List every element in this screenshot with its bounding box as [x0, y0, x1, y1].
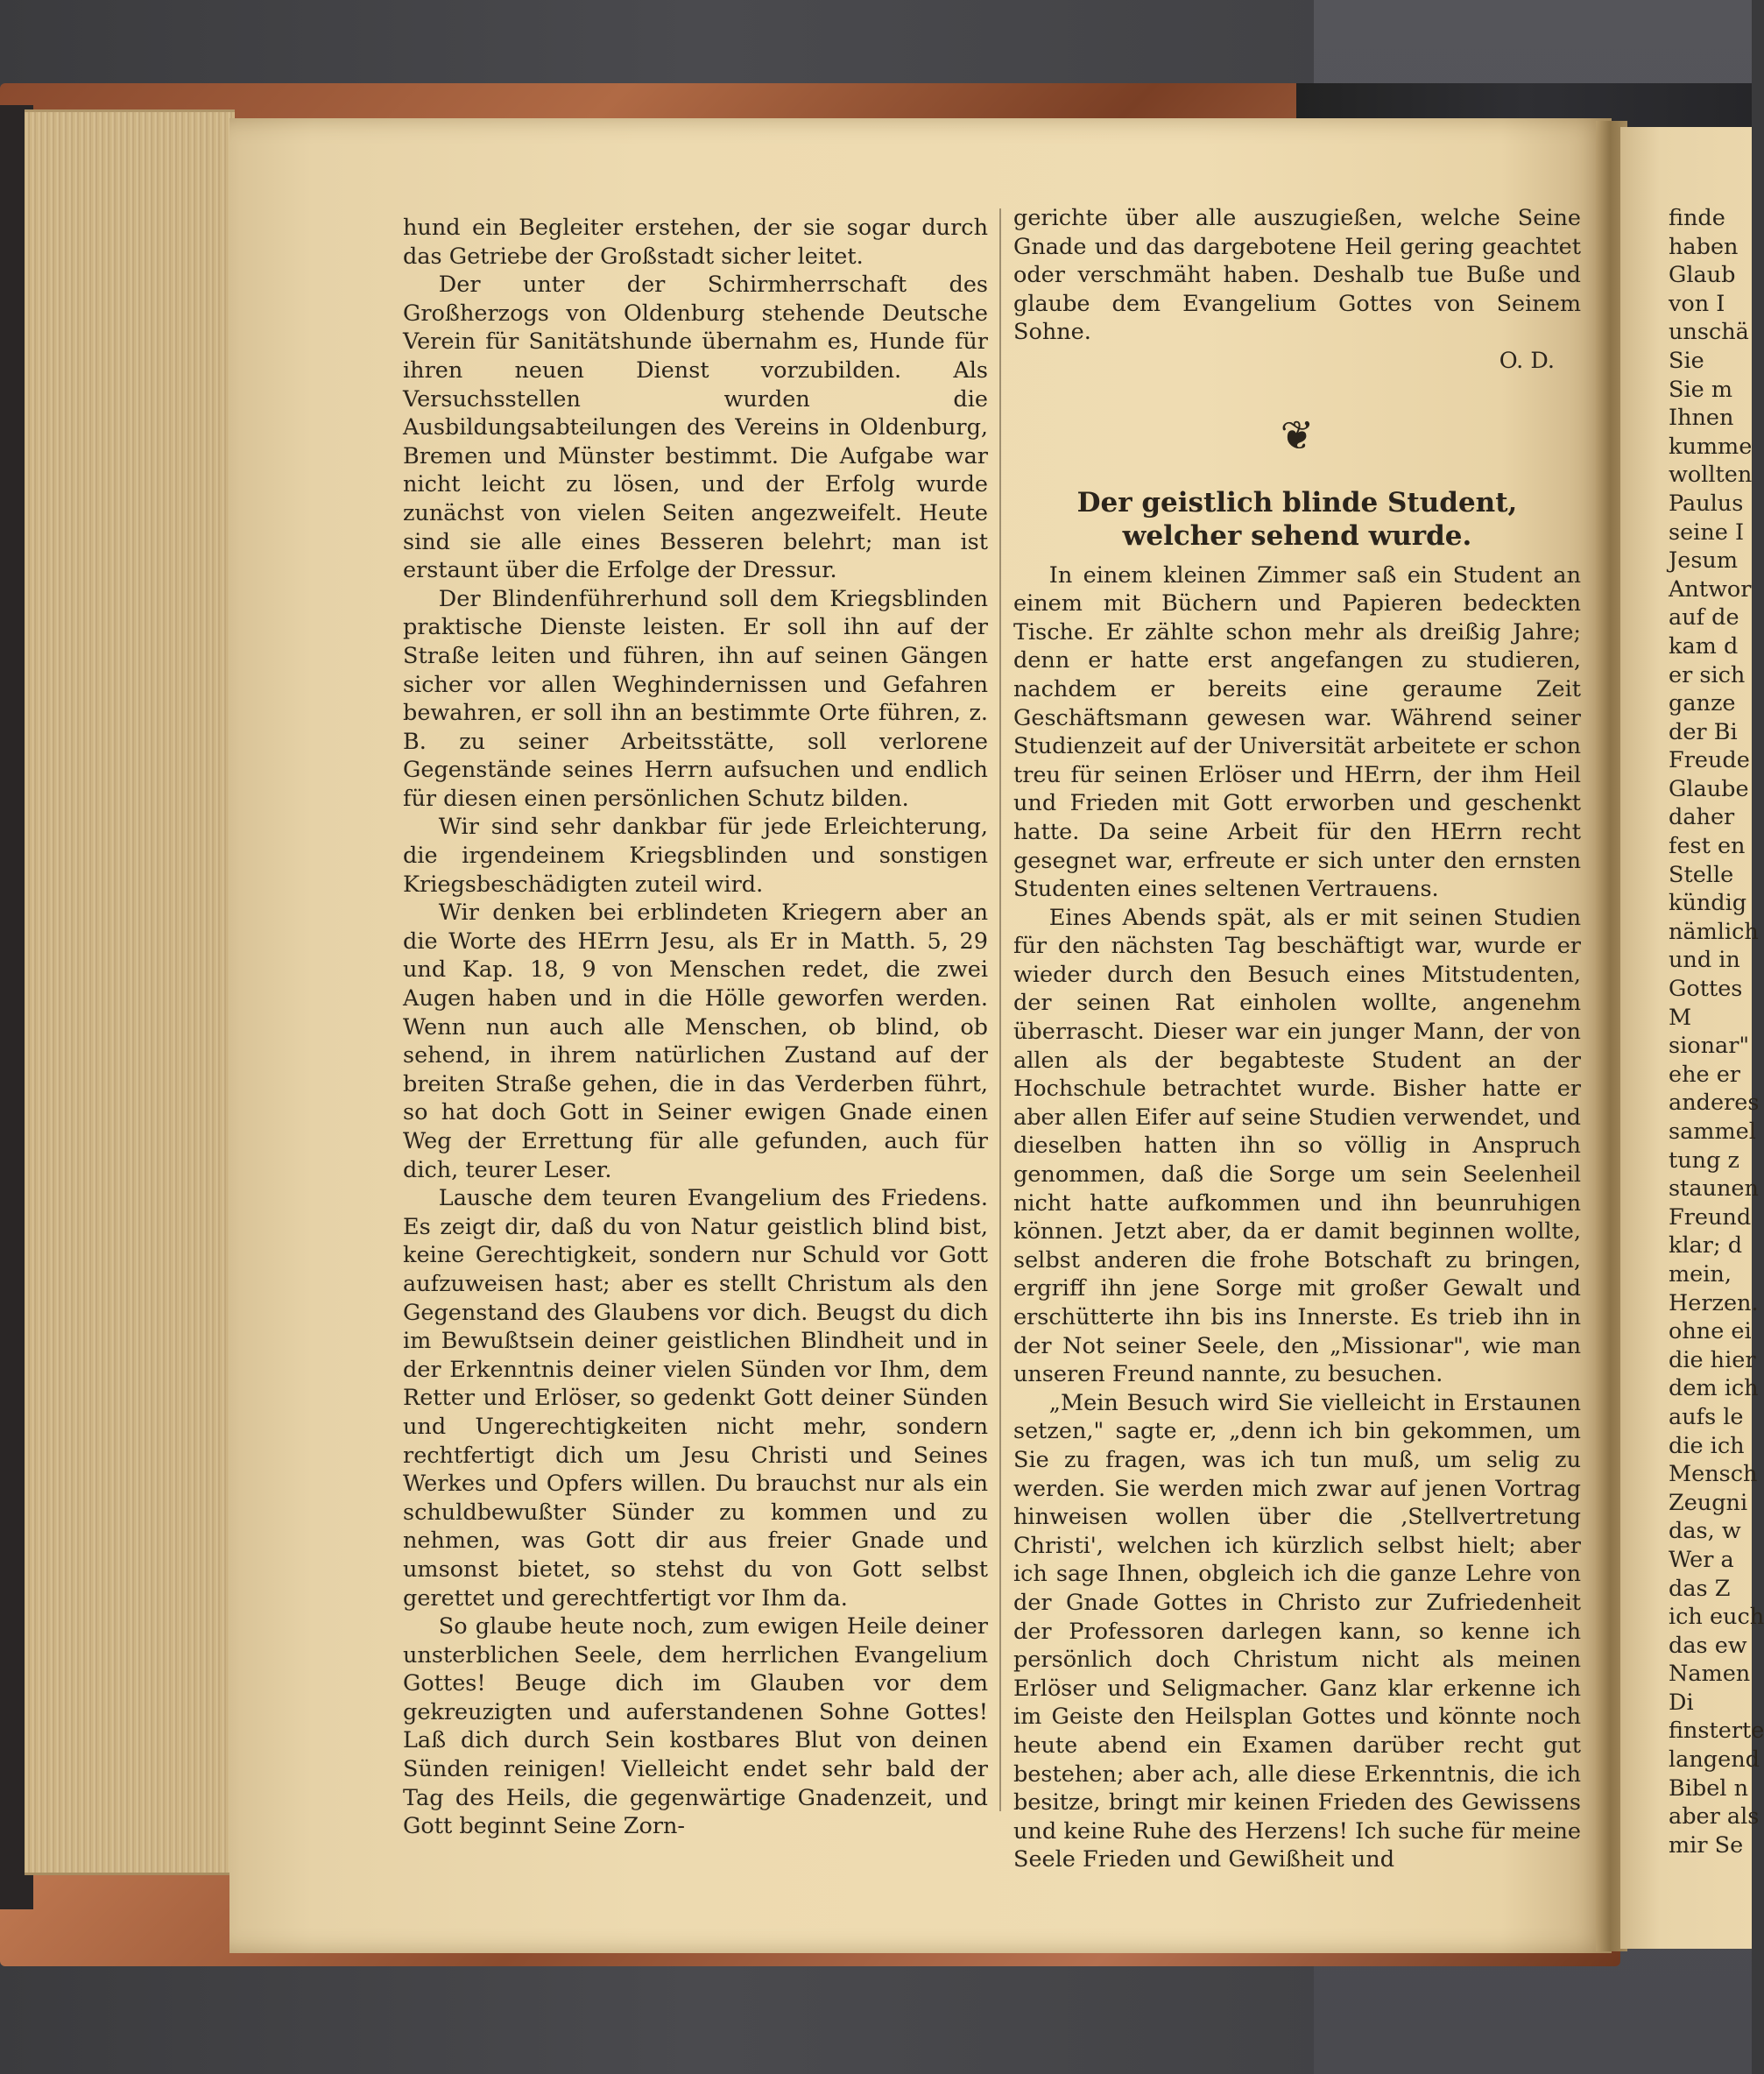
edge-line: ohne ei: [1669, 1318, 1752, 1345]
edge-line: Paulus: [1669, 490, 1744, 517]
text-column-left: [403, 214, 988, 1841]
edge-line: finsterte: [1669, 1718, 1764, 1745]
edge-line: wollten: [1669, 462, 1753, 489]
edge-line: kam d: [1669, 632, 1739, 660]
edge-line: die hier: [1669, 1346, 1756, 1373]
fleuron-ornament-icon: ❦: [1280, 411, 1315, 459]
edge-line: langend: [1669, 1746, 1760, 1774]
edge-line: Stelle: [1669, 861, 1734, 888]
edge-line: tung z: [1669, 1146, 1739, 1174]
text-column-right: [1013, 204, 1581, 1874]
edge-line: das ew: [1669, 1632, 1747, 1659]
edge-line: ich euch: [1669, 1604, 1764, 1631]
article-title: Der geistlich blinde Student, welcher sehend wurde.: [1076, 486, 1518, 552]
edge-line: fest en: [1669, 833, 1746, 860]
edge-line: der Bi: [1669, 718, 1738, 745]
edge-line: auf de: [1669, 604, 1739, 631]
paragraph: So glaube heute noch, zum ewigen Heile deiner unsterblichen Seele, dem herrlichen Evangelium Gottes! Beuge dich im Glauben vor dem gekreuzigten und auferstandenen Sohne Gottes! Laß dich durch Sein kostbares Blut von deinen Sünden reinigen! Vielleicht endet sehr bald der Tag des Heils, die gegenwärtige Gnadenzeit, und Gott beginnt Seine Zorn-: [403, 1613, 988, 1840]
edge-line: Wer a: [1669, 1546, 1734, 1573]
paragraph: gerichte über alle auszugießen, welche Seine Gnade und das dargebotene Heil gering geachtet oder verschmäht haben. Deshalb tue Buße und glaube dem Evangelium Gottes von Seinem Sohne.: [1013, 205, 1581, 346]
page-stack-edge: [25, 109, 235, 1875]
edge-line: von I: [1669, 290, 1725, 317]
column-divider: [999, 208, 1001, 1811]
edge-line: aufs le: [1669, 1403, 1744, 1430]
paragraph: Der Blindenführerhund soll dem Kriegsblinden praktische Dienste leisten. Er soll ihn auf der Straße leiten und führen, ihn auf seinen Gängen sicher vor allen Weghindernissen und Gefahren bewahren, er soll ihn an bestimmte Orte führen, z. B. zu seiner Arbeitsstätte, soll verlorene Gegenstände seines Herrn aufsuchen und endlich für diesen einen persönlichen Schutz bilden.: [403, 585, 988, 812]
edge-line: Bibel n: [1669, 1774, 1748, 1802]
edge-line: sionar": [1669, 1033, 1750, 1060]
paragraph: Wir sind sehr dankbar für jede Erleichterung, die irgendeinem Kriegsblinden und sonstigen Kriegsbeschädigten zuteil wird.: [403, 814, 988, 898]
edge-line: Herzen.: [1669, 1289, 1759, 1316]
paragraph: In einem kleinen Zimmer saß ein Student an einem mit Büchern und Papieren bedeckten Tische. Er zählte schon mehr als dreißig Jahre; denn er hatte erst angefangen zu studieren, nachdem er bereits eine geraume Zeit Geschäftsmann gewesen war. Während seiner Studienzeit auf der Universität arbeitete er schon treu für seinen Erlöser und HErrn, der ihm Heil und Frieden mit Gott erworben und geschenkt hatte. Da seine Arbeit für den HErrn recht gesegnet war, erfreute er sich unter den ernsten Studenten eines seltenen Vertrauens.: [1013, 561, 1581, 903]
edge-line: haben: [1669, 233, 1739, 260]
paragraph: „Mein Besuch wird Sie vielleicht in Erstaunen setzen," sagte er, „denn ich bin gekommen, um Sie zu fragen, was ich tun muß, um selig zu werden. Sie werden mich zwar auf jenen Vortrag hinweisen wollen über die ‚Stellvertretung Christi', welchen ich kürzlich selbst hielt; aber ich sage Ihnen, obgleich ich die ganze Lehre von der Gnade Gottes in Christo zur Zufriedenheit der Professoren darlegen kann, so kenne ich persönlich doch Christum nicht als meinen Erlöser und Seligmacher. Ganz klar erkenne ich im Geiste den Heilsplan Gottes und könnte noch heute abend ein Examen darüber recht gut bestehen; aber ach, alle diese Erkenntnis, die ich besitze, bringt mir keinen Frieden des Gewissens und keine Ruhe des Herzens! Ich suche für meine Seele Frieden und Gewißheit und: [1013, 1389, 1581, 1873]
edge-line: und in: [1669, 947, 1740, 974]
edge-line: Jesum: [1669, 547, 1739, 575]
edge-line: Mensch: [1669, 1461, 1758, 1488]
edge-line: aber als: [1669, 1803, 1760, 1831]
edge-line: ganze: [1669, 690, 1736, 717]
edge-line: finde: [1669, 205, 1725, 231]
edge-line: kumme: [1669, 433, 1753, 460]
next-page-text-fragment: [1669, 204, 1764, 1859]
edge-line: Gottes: [1669, 976, 1743, 1003]
edge-line: Zeugni: [1669, 1489, 1748, 1516]
edge-line: M: [1669, 1004, 1692, 1031]
edge-line: nämlich: [1669, 918, 1759, 945]
author-signoff: O. D.: [1499, 347, 1555, 374]
edge-line: mein,: [1669, 1260, 1732, 1287]
edge-line: das, w: [1669, 1518, 1741, 1545]
edge-line: Glaub: [1669, 262, 1736, 289]
paragraph: Wir denken bei erblindeten Kriegern aber an die Worte des HErrn Jesu, als Er in Matth. 5, 29 und Kap. 18, 9 von Menschen redet, die zwei Augen haben und in die Hölle geworfen werden. Wenn nun auch alle Menschen, ob blind, ob sehend, in ihrem natürlichen Zustand auf der breiten Straße gehen, die in das Verderben führt, so hat doch Gott in Seiner ewigen Gnade einen Weg der Errettung für alle gefunden, auch für dich, teurer Leser.: [403, 899, 988, 1183]
edge-line: staunen: [1669, 1175, 1759, 1203]
edge-line: Freude: [1669, 747, 1750, 774]
edge-line: anderes: [1669, 1090, 1760, 1117]
edge-line: Ihnen: [1669, 405, 1734, 432]
edge-line: mir Se: [1669, 1831, 1744, 1859]
edge-line: sammel: [1669, 1118, 1756, 1145]
edge-line: seine I: [1669, 518, 1745, 546]
edge-line: daher: [1669, 804, 1735, 831]
edge-line: Glaube: [1669, 775, 1749, 802]
edge-line: Di: [1669, 1689, 1694, 1716]
paragraph: Eines Abends spät, als er mit seinen Studien für den nächsten Tag beschäftigt war, wurde er wieder durch den Besuch eines Mitstudenten, der seinen Rat einholen wollte, angenehm überrascht. Dieser war ein junger Mann, der von allen als der begabteste Student an der Hochschule betrachtet wurde. Bisher hatte er aber allen Eifer auf seine Studien verwendet, und dieselben hatten ihn so völlig in Anspruch genommen, daß die Sorge um sein Seelenheil nicht hatte aufkommen und ihn beunruhigen können. Jetzt aber, da er damit beginnen wollte, selbst anderen die frohe Botschaft zu bringen, ergriff ihn jene Sorge mit großer Gewalt und erschütterte ihn bis ins Innerste. Es trieb ihn in der Not seiner Seele, den „Missionar", wie man unseren Freund nannte, zu besuchen.: [1013, 904, 1581, 1388]
paragraph: Lausche dem teuren Evangelium des Friedens. Es zeigt dir, daß du von Natur geistlich blind bist, keine Gerechtigkeit, sondern nur Schuld vor Gott aufzuweisen hast; aber es stellt Christum als den Gegenstand des Glaubens vor dich. Beugst du dich im Bewußtsein deiner geistlichen Blindheit und in der Erkenntnis deiner vielen Sünden vor Ihm, dem Retter und Erlöser, so gedenkt Gott deiner Sünden und Ungerechtigkeiten nicht mehr, sondern rechtfertigt dich um Jesu Christi und Seines Werkes und Opfers willen. Du brauchst nur als ein schuldbewußter Sünder zu kommen und zu nehmen, was Gott dir aus freier Gnade und umsonst bietet, so stehst du von Gott selbst gerettet und gerechtfertigt vor Ihm da.: [403, 1185, 988, 1612]
paragraph: Der unter der Schirmherrschaft des Großherzogs von Oldenburg stehende Deutsche Verein für Sanitätshunde übernahm es, Hunde für ihren neuen Dienst vorzubilden. Als Versuchsstellen wurden die Ausbildungsabteilungen des Vereins in Oldenburg, Bremen und Münster bestimmt. Die Aufgabe war nicht leicht zu lösen, und der Erfolg wurde zunächst von vielen Seiten angezweifelt. Heute sind sie alle eines Besseren belehrt; man ist erstaunt über die Erfolge der Dressur.: [403, 272, 988, 584]
edge-line: Sie: [1669, 347, 1704, 374]
edge-line: das Z: [1669, 1575, 1731, 1602]
edge-line: kündig: [1669, 890, 1747, 917]
edge-line: Freund: [1669, 1203, 1752, 1231]
edge-line: er sich: [1669, 661, 1746, 688]
edge-line: Namen: [1669, 1661, 1751, 1688]
edge-line: Sie m: [1669, 376, 1733, 403]
edge-line: ehe er: [1669, 1061, 1740, 1088]
edge-line: klar; d: [1669, 1232, 1743, 1259]
edge-line: Antwor: [1669, 575, 1752, 603]
edge-line: dem ich: [1669, 1375, 1759, 1402]
edge-line: unschä: [1669, 319, 1749, 346]
paragraph: hund ein Begleiter erstehen, der sie sogar durch das Getriebe der Großstadt sicher leitet.: [403, 215, 988, 270]
edge-line: die ich: [1669, 1432, 1745, 1459]
